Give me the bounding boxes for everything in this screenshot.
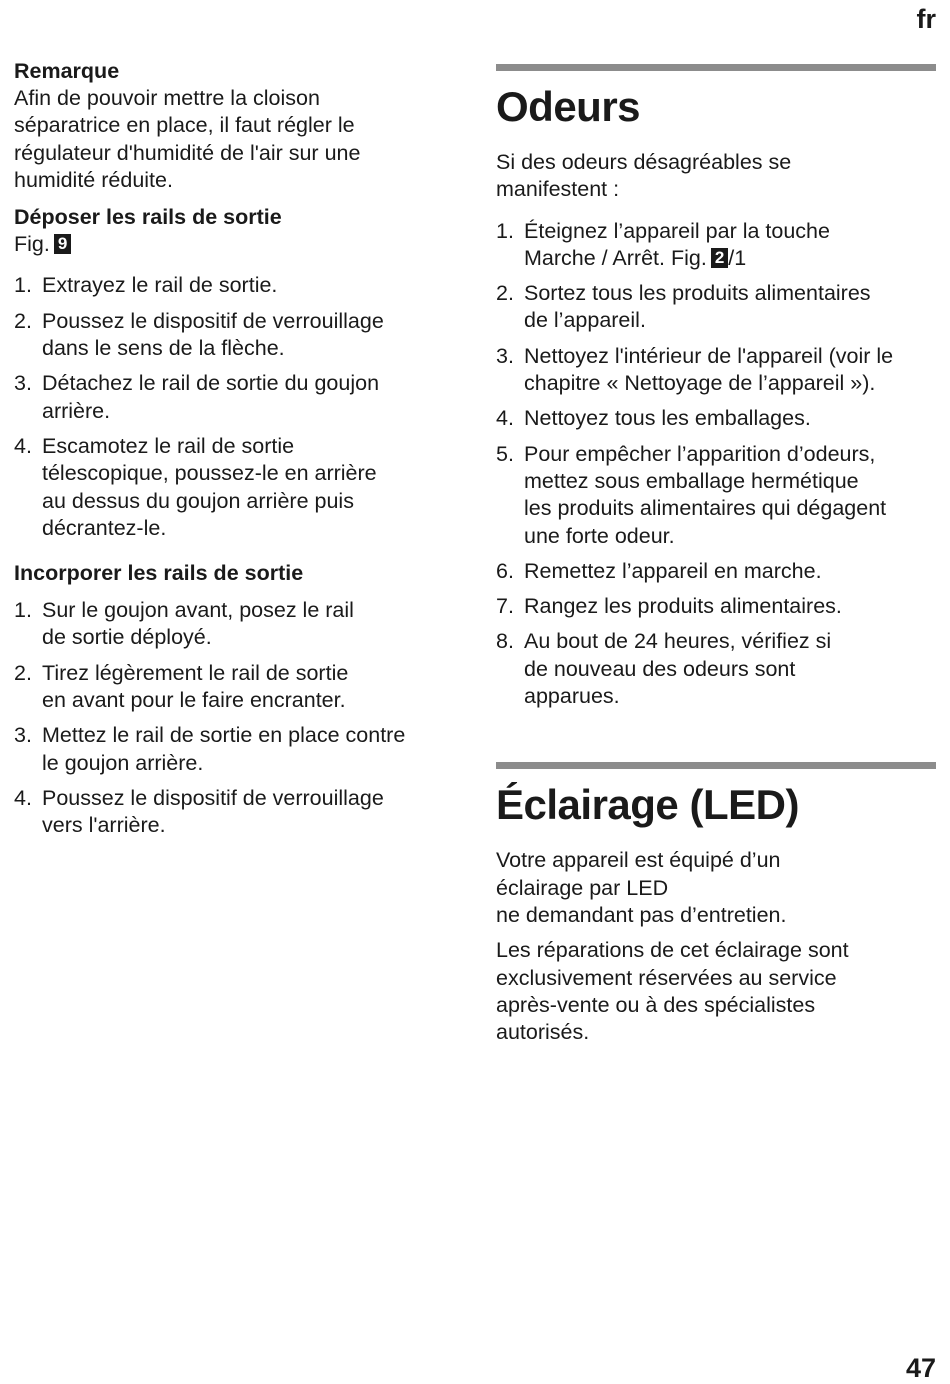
text-line: Éteignez l’appareil par la touche xyxy=(524,218,830,243)
step-number: 2. xyxy=(496,281,514,306)
step-number: 4. xyxy=(14,433,32,458)
list-item xyxy=(14,433,464,542)
list-item xyxy=(496,558,936,585)
step-number: 1. xyxy=(14,273,32,298)
step-number: 7. xyxy=(496,594,514,619)
list-item xyxy=(14,660,464,715)
step-number: 8. xyxy=(496,629,514,654)
text-line: Escamotez le rail de sortie xyxy=(42,433,295,458)
remarque-text xyxy=(14,85,464,194)
fig-ref-suffix: /1 xyxy=(728,245,747,270)
figure-number-badge: 2 xyxy=(711,248,728,268)
list-item xyxy=(14,722,464,777)
list-item xyxy=(14,272,464,299)
text-line: de l’appareil. xyxy=(524,308,646,333)
page-number: 47 xyxy=(905,1353,936,1383)
section-rule xyxy=(496,64,936,71)
text-line: Poussez le dispositif de verrouillage xyxy=(42,308,384,333)
step-number: 4. xyxy=(496,406,514,431)
text-line: humidité réduite. xyxy=(14,167,173,192)
step-number: 1. xyxy=(496,218,514,243)
text-line: chapitre « Nettoyage de l’appareil »). xyxy=(524,371,876,396)
step-number: 2. xyxy=(14,660,32,685)
text-line: vers l'arrière. xyxy=(42,813,166,838)
text-line xyxy=(524,245,936,272)
text-line: manifestent : xyxy=(496,177,620,202)
text-line: Sortez tous les produits alimentaires xyxy=(524,281,871,306)
text-line: Nettoyez l'intérieur de l'appareil (voir le xyxy=(524,343,894,368)
list-item xyxy=(496,405,936,432)
section-rule xyxy=(496,762,936,769)
text-line: Afin de pouvoir mettre la cloison xyxy=(14,86,320,110)
text-line: séparatrice en place, il faut régler le xyxy=(14,113,355,138)
list-item xyxy=(14,597,464,652)
step-number: 2. xyxy=(14,308,32,333)
eclairage-heading: Éclairage (LED) xyxy=(496,781,799,829)
list-item xyxy=(14,370,464,425)
text-line: les produits alimentaires qui dégagent xyxy=(524,496,887,521)
text-line: Nettoyez tous les emballages. xyxy=(524,406,811,431)
incorporer-steps-list xyxy=(14,597,464,839)
text-line: Sur le goujon avant, posez le rail xyxy=(42,598,354,623)
odeurs-heading: Odeurs xyxy=(496,83,641,130)
text-line: après-vente ou à des spécialistes xyxy=(496,992,816,1017)
list-item xyxy=(496,628,936,710)
text-line: décrantez-le. xyxy=(42,515,167,540)
text-line: éclairage par LED xyxy=(496,875,669,900)
text-line: dans le sens de la flèche. xyxy=(42,336,285,361)
text-line: au dessus du goujon arrière puis xyxy=(42,488,354,513)
list-item xyxy=(14,308,464,363)
list-item xyxy=(14,785,464,840)
text-line: exclusivement réservées au service xyxy=(496,965,837,990)
odeurs-steps-list xyxy=(496,218,936,711)
text-line: en avant pour le faire encranter. xyxy=(42,688,346,713)
text-line: télescopique, poussez-le en arrière xyxy=(42,461,377,486)
figure-number-badge: 9 xyxy=(54,234,71,254)
list-item xyxy=(496,343,936,398)
step-number: 3. xyxy=(14,371,32,396)
list-item xyxy=(496,441,936,550)
text-line: le goujon arrière. xyxy=(42,750,204,775)
text-line: de nouveau des odeurs sont xyxy=(524,656,796,681)
text-line: Si des odeurs désagréables se xyxy=(496,150,792,174)
text-line: Poussez le dispositif de verrouillage xyxy=(42,785,384,810)
right-column xyxy=(496,64,936,1046)
step-number: 3. xyxy=(496,343,514,368)
text-line: autorisés. xyxy=(496,1020,590,1045)
fig-label: Fig. xyxy=(14,232,50,257)
incorporer-title: Incorporer les rails de sortie xyxy=(14,561,304,586)
deposer-title: Déposer les rails de sortie xyxy=(14,205,282,230)
eclairage-paragraph-2 xyxy=(496,937,936,1046)
text-line: mettez sous emballage hermétique xyxy=(524,468,859,493)
odeurs-intro xyxy=(496,149,936,204)
text-line: Les réparations de cet éclairage sont xyxy=(496,938,849,963)
list-item xyxy=(496,593,936,620)
text-line: une forte odeur. xyxy=(524,523,675,548)
text-line: Mettez le rail de sortie en place contre xyxy=(42,723,406,748)
text-line: apparues. xyxy=(524,684,620,709)
text-line: de sortie déployé. xyxy=(42,625,212,650)
list-item xyxy=(496,280,936,335)
text-line: Détachez le rail de sortie du goujon xyxy=(42,371,380,396)
step-number: 5. xyxy=(496,441,514,466)
text-line: Pour empêcher l’apparition d’odeurs, xyxy=(524,441,876,466)
text-line: Votre appareil est équipé d’un xyxy=(496,848,781,873)
text-line: Tirez légèrement le rail de sortie xyxy=(42,660,349,685)
step-number: 3. xyxy=(14,723,32,748)
step-number: 6. xyxy=(496,558,514,583)
text-line: régulateur d'humidité de l'air sur une xyxy=(14,140,361,165)
text-line: Au bout de 24 heures, vérifiez si xyxy=(524,629,832,654)
deposer-steps-list xyxy=(14,272,464,542)
remarque-title: Remarque xyxy=(14,59,120,83)
eclairage-paragraph-1 xyxy=(496,847,936,929)
text-line: Remettez l’appareil en marche. xyxy=(524,558,822,583)
list-item xyxy=(496,218,936,273)
fig-ref-text: Marche / Arrêt. Fig. xyxy=(524,245,707,270)
deposer-fig-ref xyxy=(14,231,464,258)
text-line: Extrayez le rail de sortie. xyxy=(42,273,278,298)
left-column xyxy=(14,58,464,848)
text-line: ne demandant pas d’entretien. xyxy=(496,902,787,927)
text-line: arrière. xyxy=(42,398,111,423)
language-marker: fr xyxy=(916,4,936,34)
step-number: 4. xyxy=(14,785,32,810)
step-number: 1. xyxy=(14,598,32,623)
text-line: Rangez les produits alimentaires. xyxy=(524,594,842,619)
